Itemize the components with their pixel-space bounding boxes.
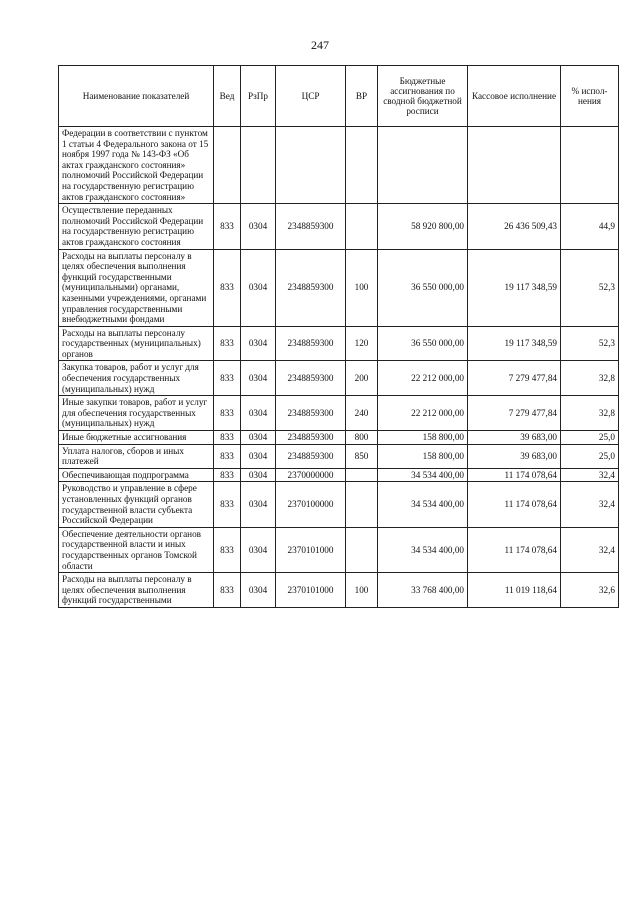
row-vr bbox=[346, 482, 378, 527]
row-name: Обеспечение деятельности органов государственной власти и иных государственных органов Томской области bbox=[59, 527, 214, 572]
row-ved: 833 bbox=[214, 573, 241, 608]
row-vr: 120 bbox=[346, 326, 378, 361]
table-row bbox=[59, 361, 619, 396]
row-ved: 833 bbox=[214, 468, 241, 482]
row-name: Иные бюджетные ассигнования bbox=[59, 431, 214, 445]
row-ved: 833 bbox=[214, 326, 241, 361]
header-rzpr: РзПр bbox=[241, 66, 276, 127]
row-vr bbox=[346, 468, 378, 482]
row-percent: 32,8 bbox=[561, 361, 619, 396]
page-number: 247 bbox=[311, 38, 329, 52]
header-budget: Бюджетные ассигнования по сводной бюджетной росписи bbox=[378, 66, 468, 127]
row-csr: 2370101000 bbox=[276, 527, 346, 572]
row-csr: 2370100000 bbox=[276, 482, 346, 527]
header-csr: ЦСР bbox=[276, 66, 346, 127]
table-row bbox=[59, 527, 619, 572]
row-csr: 2370000000 bbox=[276, 468, 346, 482]
table-row bbox=[59, 431, 619, 445]
row-csr: 2348859300 bbox=[276, 361, 346, 396]
row-budget: 22 212 000,00 bbox=[378, 396, 468, 431]
row-budget: 22 212 000,00 bbox=[378, 361, 468, 396]
row-rzpr: 0304 bbox=[241, 326, 276, 361]
row-ved: 833 bbox=[214, 527, 241, 572]
row-ved: 833 bbox=[214, 249, 241, 326]
row-budget: 158 800,00 bbox=[378, 431, 468, 445]
row-percent: 32,4 bbox=[561, 482, 619, 527]
row-name: Расходы на выплаты персоналу в целях обеспечения выполнения функций государственными (муниципальными) органами, казенными учреждениями, органами управления государственными внебюджетными фондами bbox=[59, 249, 214, 326]
row-vr: 200 bbox=[346, 361, 378, 396]
table-row bbox=[59, 396, 619, 431]
row-budget: 34 534 400,00 bbox=[378, 468, 468, 482]
row-rzpr: 0304 bbox=[241, 482, 276, 527]
row-cash: 7 279 477,84 bbox=[468, 361, 561, 396]
row-cash: 19 117 348,59 bbox=[468, 326, 561, 361]
row-budget: 33 768 400,00 bbox=[378, 573, 468, 608]
row-csr: 2348859300 bbox=[276, 444, 346, 468]
row-ved: 833 bbox=[214, 431, 241, 445]
row-vr: 100 bbox=[346, 573, 378, 608]
row-name: Осуществление переданных полномочий Российской Федерации на государственную регистрацию актов гражданского состояния bbox=[59, 204, 214, 249]
row-csr: 2370101000 bbox=[276, 573, 346, 608]
row-ved: 833 bbox=[214, 444, 241, 468]
row-vr bbox=[346, 204, 378, 249]
row-cash bbox=[468, 127, 561, 204]
row-cash: 26 436 509,43 bbox=[468, 204, 561, 249]
row-vr: 800 bbox=[346, 431, 378, 445]
row-rzpr: 0304 bbox=[241, 444, 276, 468]
header-percent: % испол- нения bbox=[561, 66, 619, 127]
row-percent: 25,0 bbox=[561, 431, 619, 445]
row-ved: 833 bbox=[214, 361, 241, 396]
table-row bbox=[59, 573, 619, 608]
row-percent: 32,4 bbox=[561, 527, 619, 572]
row-cash: 11 174 078,64 bbox=[468, 482, 561, 527]
row-ved: 833 bbox=[214, 482, 241, 527]
row-cash: 19 117 348,59 bbox=[468, 249, 561, 326]
row-cash: 11 174 078,64 bbox=[468, 527, 561, 572]
row-name: Иные закупки товаров, работ и услуг для обеспечения государственных (муниципальных) нужд bbox=[59, 396, 214, 431]
row-vr bbox=[346, 527, 378, 572]
header-name: Наименование показателей bbox=[59, 66, 214, 127]
row-percent: 44,9 bbox=[561, 204, 619, 249]
row-cash: 11 174 078,64 bbox=[468, 468, 561, 482]
row-csr: 2348859300 bbox=[276, 249, 346, 326]
table-row bbox=[59, 482, 619, 527]
row-name: Федерации в соответствии с пунктом 1 статьи 4 Федерального закона от 15 ноября 1997 года № 143-ФЗ «Об актах гражданского состояния» полномочий Российской Федерации на государственную регистрацию актов гражданского состояния» bbox=[59, 127, 214, 204]
row-csr: 2348859300 bbox=[276, 396, 346, 431]
table-row bbox=[59, 204, 619, 249]
row-csr: 2348859300 bbox=[276, 326, 346, 361]
row-rzpr: 0304 bbox=[241, 204, 276, 249]
row-ved: 833 bbox=[214, 204, 241, 249]
row-vr bbox=[346, 127, 378, 204]
budget-execution-table bbox=[58, 65, 619, 608]
row-name: Расходы на выплаты персоналу в целях обеспечения выполнения функций государственными bbox=[59, 573, 214, 608]
row-rzpr: 0304 bbox=[241, 468, 276, 482]
row-percent bbox=[561, 127, 619, 204]
row-budget: 158 800,00 bbox=[378, 444, 468, 468]
row-rzpr: 0304 bbox=[241, 361, 276, 396]
row-rzpr: 0304 bbox=[241, 431, 276, 445]
row-cash: 39 683,00 bbox=[468, 444, 561, 468]
row-budget: 58 920 800,00 bbox=[378, 204, 468, 249]
row-vr: 850 bbox=[346, 444, 378, 468]
row-vr: 240 bbox=[346, 396, 378, 431]
row-csr bbox=[276, 127, 346, 204]
row-percent: 32,6 bbox=[561, 573, 619, 608]
row-cash: 7 279 477,84 bbox=[468, 396, 561, 431]
row-rzpr: 0304 bbox=[241, 396, 276, 431]
row-rzpr: 0304 bbox=[241, 527, 276, 572]
table-row bbox=[59, 444, 619, 468]
row-ved bbox=[214, 127, 241, 204]
row-budget: 34 534 400,00 bbox=[378, 527, 468, 572]
table-row bbox=[59, 326, 619, 361]
row-budget: 34 534 400,00 bbox=[378, 482, 468, 527]
row-cash: 39 683,00 bbox=[468, 431, 561, 445]
row-cash: 11 019 118,64 bbox=[468, 573, 561, 608]
row-budget: 36 550 000,00 bbox=[378, 326, 468, 361]
row-csr: 2348859300 bbox=[276, 204, 346, 249]
row-percent: 52,3 bbox=[561, 249, 619, 326]
row-percent: 52,3 bbox=[561, 326, 619, 361]
table-row bbox=[59, 127, 619, 204]
row-percent: 32,8 bbox=[561, 396, 619, 431]
row-name: Уплата налогов, сборов и иных платежей bbox=[59, 444, 214, 468]
row-vr: 100 bbox=[346, 249, 378, 326]
row-rzpr: 0304 bbox=[241, 249, 276, 326]
header-vr: ВР bbox=[346, 66, 378, 127]
table-row bbox=[59, 468, 619, 482]
row-budget bbox=[378, 127, 468, 204]
row-csr: 2348859300 bbox=[276, 431, 346, 445]
row-percent: 32,4 bbox=[561, 468, 619, 482]
row-name: Руководство и управление в сфере установленных функций органов государственной власти субъекта Российской Федерации bbox=[59, 482, 214, 527]
row-percent: 25,0 bbox=[561, 444, 619, 468]
row-ved: 833 bbox=[214, 396, 241, 431]
row-name: Закупка товаров, работ и услуг для обеспечения государственных (муниципальных) нужд bbox=[59, 361, 214, 396]
row-name: Расходы на выплаты персоналу государственных (муниципальных) органов bbox=[59, 326, 214, 361]
row-name: Обеспечивающая подпрограмма bbox=[59, 468, 214, 482]
table-row bbox=[59, 249, 619, 326]
row-rzpr: 0304 bbox=[241, 573, 276, 608]
row-budget: 36 550 000,00 bbox=[378, 249, 468, 326]
header-cash: Кассовое исполнение bbox=[468, 66, 561, 127]
header-ved: Вед bbox=[214, 66, 241, 127]
table-header-row bbox=[59, 66, 619, 127]
row-rzpr bbox=[241, 127, 276, 204]
